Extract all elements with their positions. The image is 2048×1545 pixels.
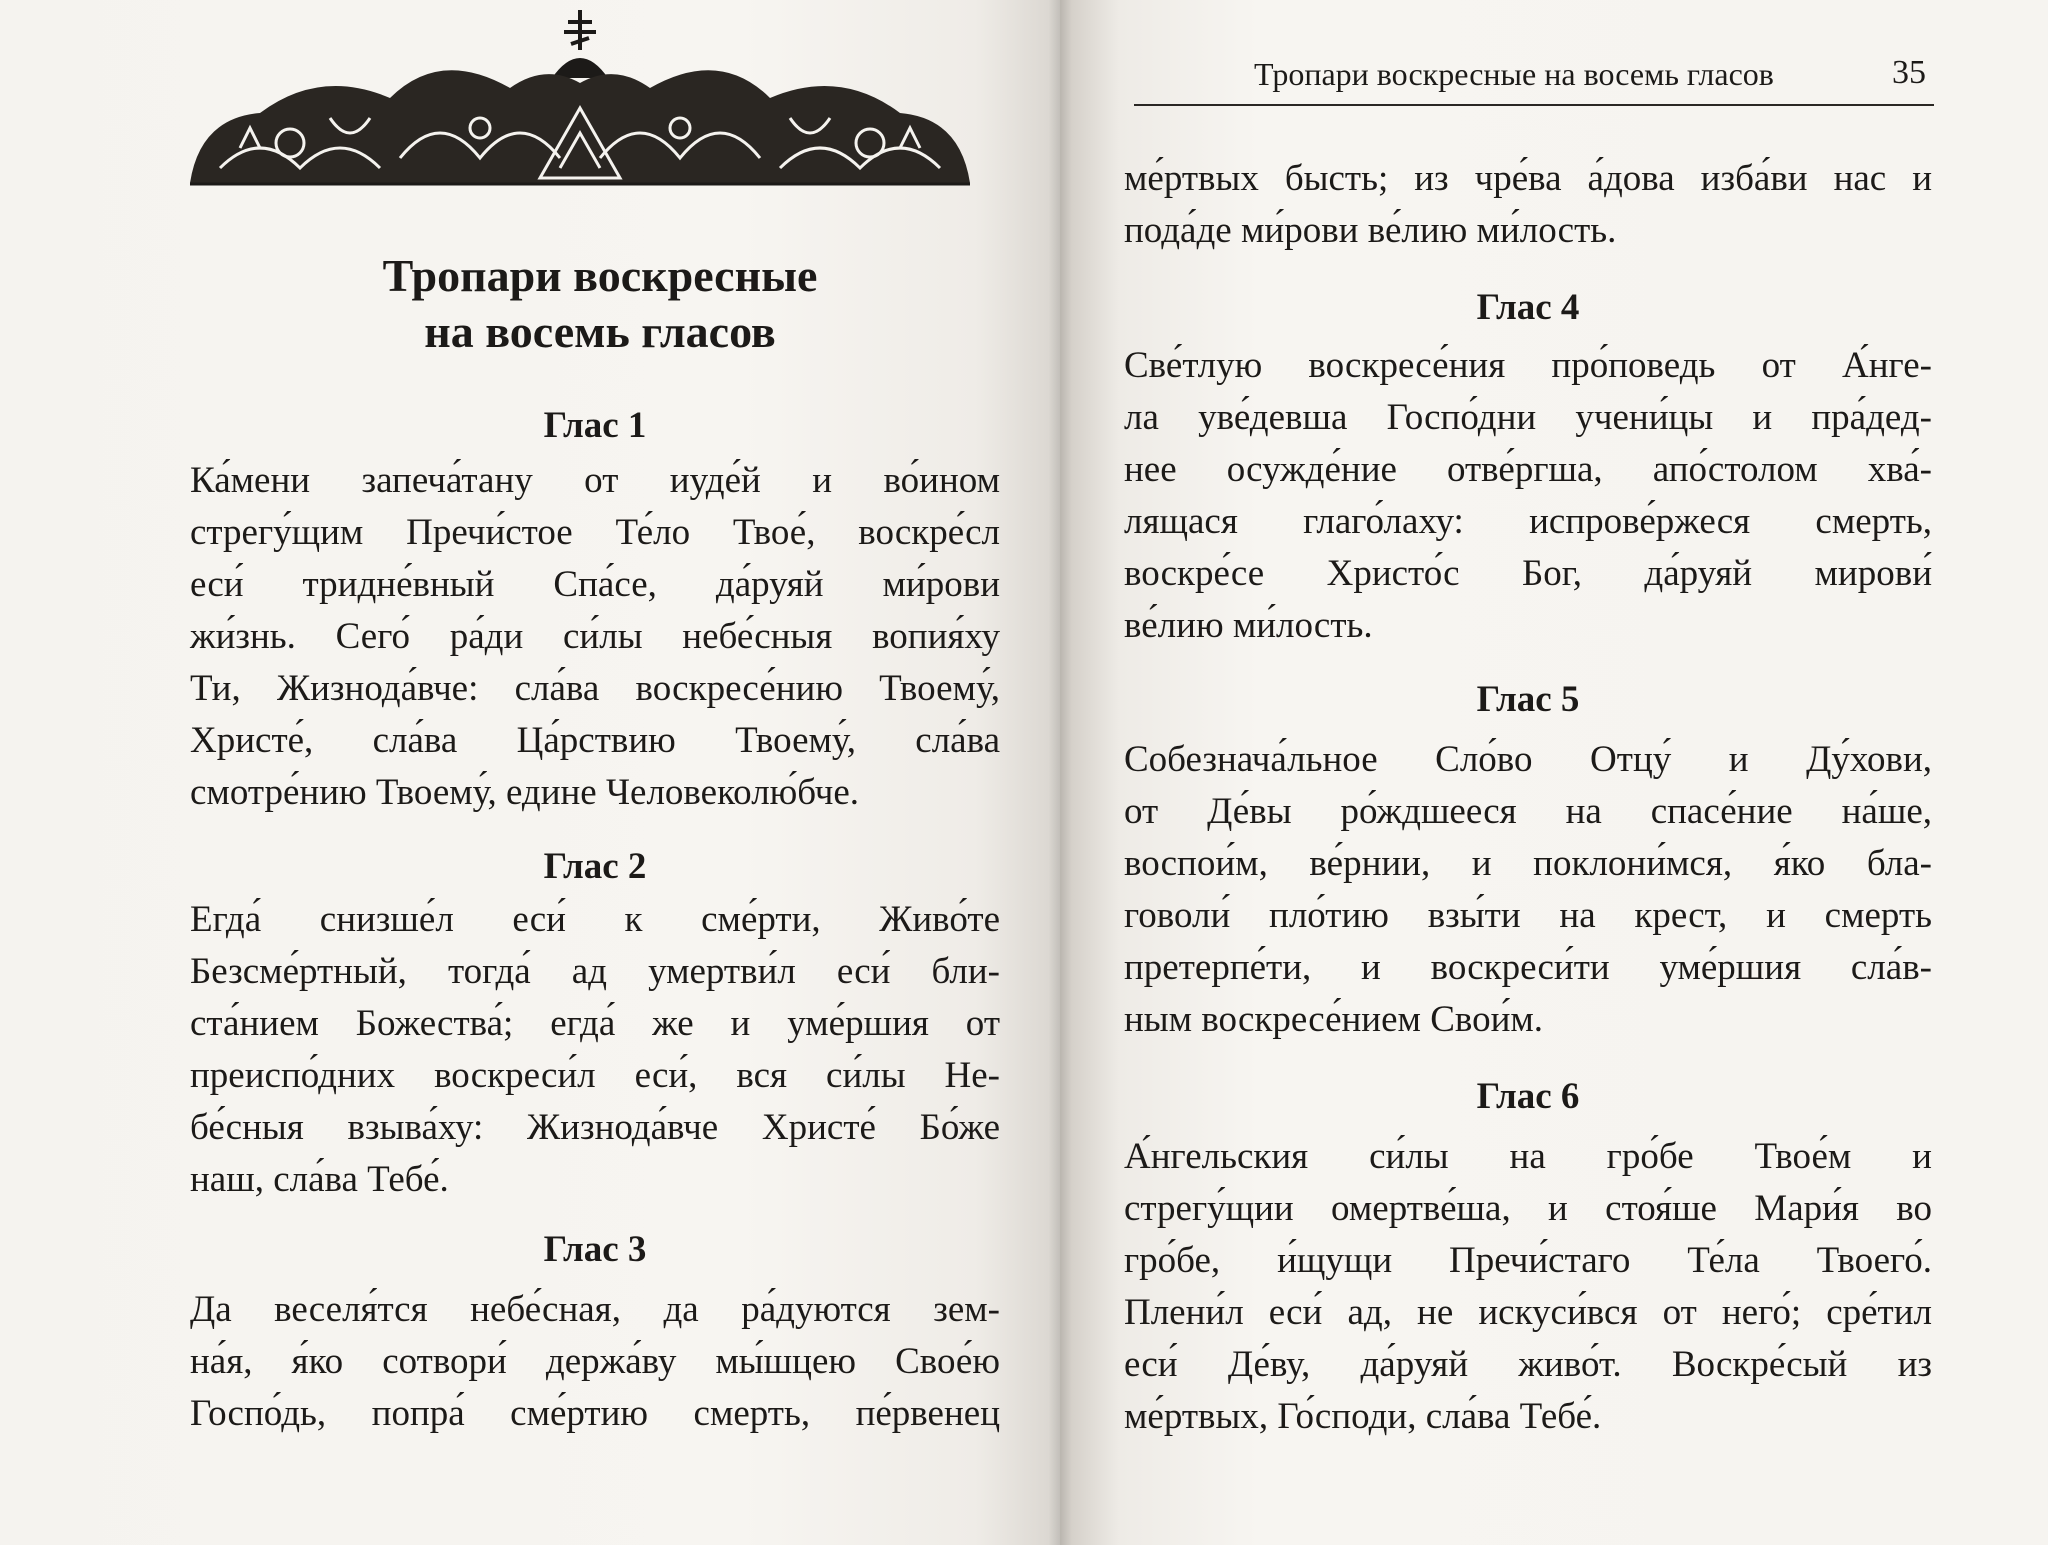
- chapter-title-line-2: на восемь гласов: [424, 306, 776, 357]
- continuation-text: [1124, 153, 1932, 257]
- text-line: преиспо́дних воскреси́л еси́, вся си́лы Не-: [190, 1055, 1000, 1096]
- text-line: ме́ртвых, Го́споди, сла́ва Тебе́.: [1124, 1396, 1602, 1437]
- text-line: еси́ Де́ву, да́руяй живо́т. Воскре́сый из: [1124, 1344, 1932, 1385]
- chapter-title: [195, 248, 1005, 360]
- section-heading-glas-5: Глас 5: [1476, 679, 1580, 720]
- text-line: воспои́м, ве́рнии, и поклони́мся, я́ко бла-: [1124, 843, 1932, 884]
- text-line: Све́тлую воскресе́ния про́поведь от А́нге-: [1124, 345, 1932, 386]
- section-text-glas-3: [190, 1284, 1000, 1440]
- section-text-glas-6: [1124, 1131, 1932, 1443]
- ornamental-headpiece: [180, 8, 980, 188]
- section-heading-glas-4: Глас 4: [1476, 287, 1580, 328]
- text-line: лящася глаго́лаху: испрове́ржеся смерть,: [1124, 501, 1932, 542]
- text-line: ным воскресе́нием Свои́м.: [1124, 999, 1544, 1040]
- section-text-glas-2: [190, 894, 1000, 1206]
- text-line: ста́нием Божества́; егда́ же и уме́ршия от: [190, 1003, 1000, 1044]
- section-heading-glas-6: Глас 6: [1476, 1076, 1580, 1117]
- running-title: Тропари воскресные на восемь гласов: [1254, 56, 1774, 92]
- text-line: ла уве́девша Госпо́дни учени́цы и пра́дед-: [1124, 397, 1932, 438]
- page-number: 35: [1892, 54, 1926, 91]
- text-line: претерпе́ти, и воскреси́ти уме́ршия сла́в-: [1124, 947, 1932, 988]
- text-line: жи́знь. Сего́ ра́ди си́лы небе́сныя вопия́ху: [190, 616, 1000, 657]
- text-line: Собезнача́льное Сло́во Отцу́ и Ду́хови,: [1124, 739, 1932, 780]
- text-line: говоли́ пло́тию взы́ти на крест, и смерть: [1124, 895, 1932, 936]
- section-heading-glas-1: Глас 1: [543, 405, 647, 446]
- text-line: ве́лию ми́лость.: [1124, 605, 1373, 646]
- chapter-title-line-1: Тропари воскресные: [382, 250, 818, 301]
- text-line: на́я, я́ко сотвори́ держа́ву мы́шцею Свое́ю: [190, 1341, 1000, 1382]
- text-line: Безсме́ртный, тогда́ ад умертви́л еси́ бли-: [190, 951, 1000, 992]
- text-line: от Де́вы ро́ждшееся на спасе́ние на́ше,: [1124, 791, 1932, 832]
- text-line: бе́сныя взыва́ху: Жизнода́вче Христе́ Бо́же: [190, 1107, 1000, 1148]
- text-line: еси́ тридне́вный Спа́се, да́руяй ми́рови: [190, 564, 1000, 605]
- text-line: Плени́л еси́ ад, не искуси́вся от него́; сре́тил: [1124, 1292, 1932, 1333]
- text-line: нее осужде́ние отве́ргша, апо́столом хва́-: [1124, 449, 1932, 490]
- section-heading-glas-3: Глас 3: [543, 1229, 647, 1270]
- text-line: Христе́, сла́ва Ца́рствию Твоему́, сла́ва: [190, 720, 1000, 761]
- section-text-glas-1: [190, 455, 1000, 819]
- section-heading-glas-2: Глас 2: [543, 846, 647, 887]
- section-text-glas-4: [1124, 340, 1932, 652]
- text-line: Госпо́дь, попра́ сме́ртию смерть, пе́рвенец: [190, 1393, 1000, 1434]
- text-line: наш, сла́ва Тебе́.: [190, 1159, 449, 1200]
- text-line: Ти, Жизнода́вче: сла́ва воскресе́нию Твоему́,: [190, 668, 1000, 709]
- text-line: Ка́мени запеча́тану от иуде́й и во́ином: [190, 460, 1000, 501]
- book-gutter: [1048, 0, 1072, 1545]
- text-line: воскре́се Христо́с Бог, да́руяй мирови́: [1124, 553, 1932, 594]
- running-header: [1134, 52, 1934, 106]
- text-line: стрегу́щим Пречи́стое Те́ло Твое́, воскре́сл: [190, 512, 1000, 553]
- text-line: ме́ртвых бысть; из чре́ва а́дова изба́ви нас и: [1124, 158, 1932, 199]
- text-line: смотре́нию Твоему́, едине Человеколю́бче.: [190, 772, 859, 813]
- text-line: Егда́ снизше́л еси́ к сме́рти, Живо́те: [190, 899, 1000, 940]
- text-line: А́нгельския си́лы на гро́бе Твое́м и: [1124, 1136, 1932, 1177]
- section-text-glas-5: [1124, 734, 1932, 1046]
- text-line: стрегу́щии омертве́ша, и стоя́ше Мари́я во: [1124, 1188, 1932, 1229]
- text-line: Да веселя́тся небе́сная, да ра́дуются зем-: [190, 1289, 1000, 1330]
- text-line: гро́бе, и́щущи Пречи́стаго Те́ла Твоего́.: [1124, 1240, 1932, 1281]
- text-line: пода́де ми́рови ве́лию ми́лость.: [1124, 210, 1617, 251]
